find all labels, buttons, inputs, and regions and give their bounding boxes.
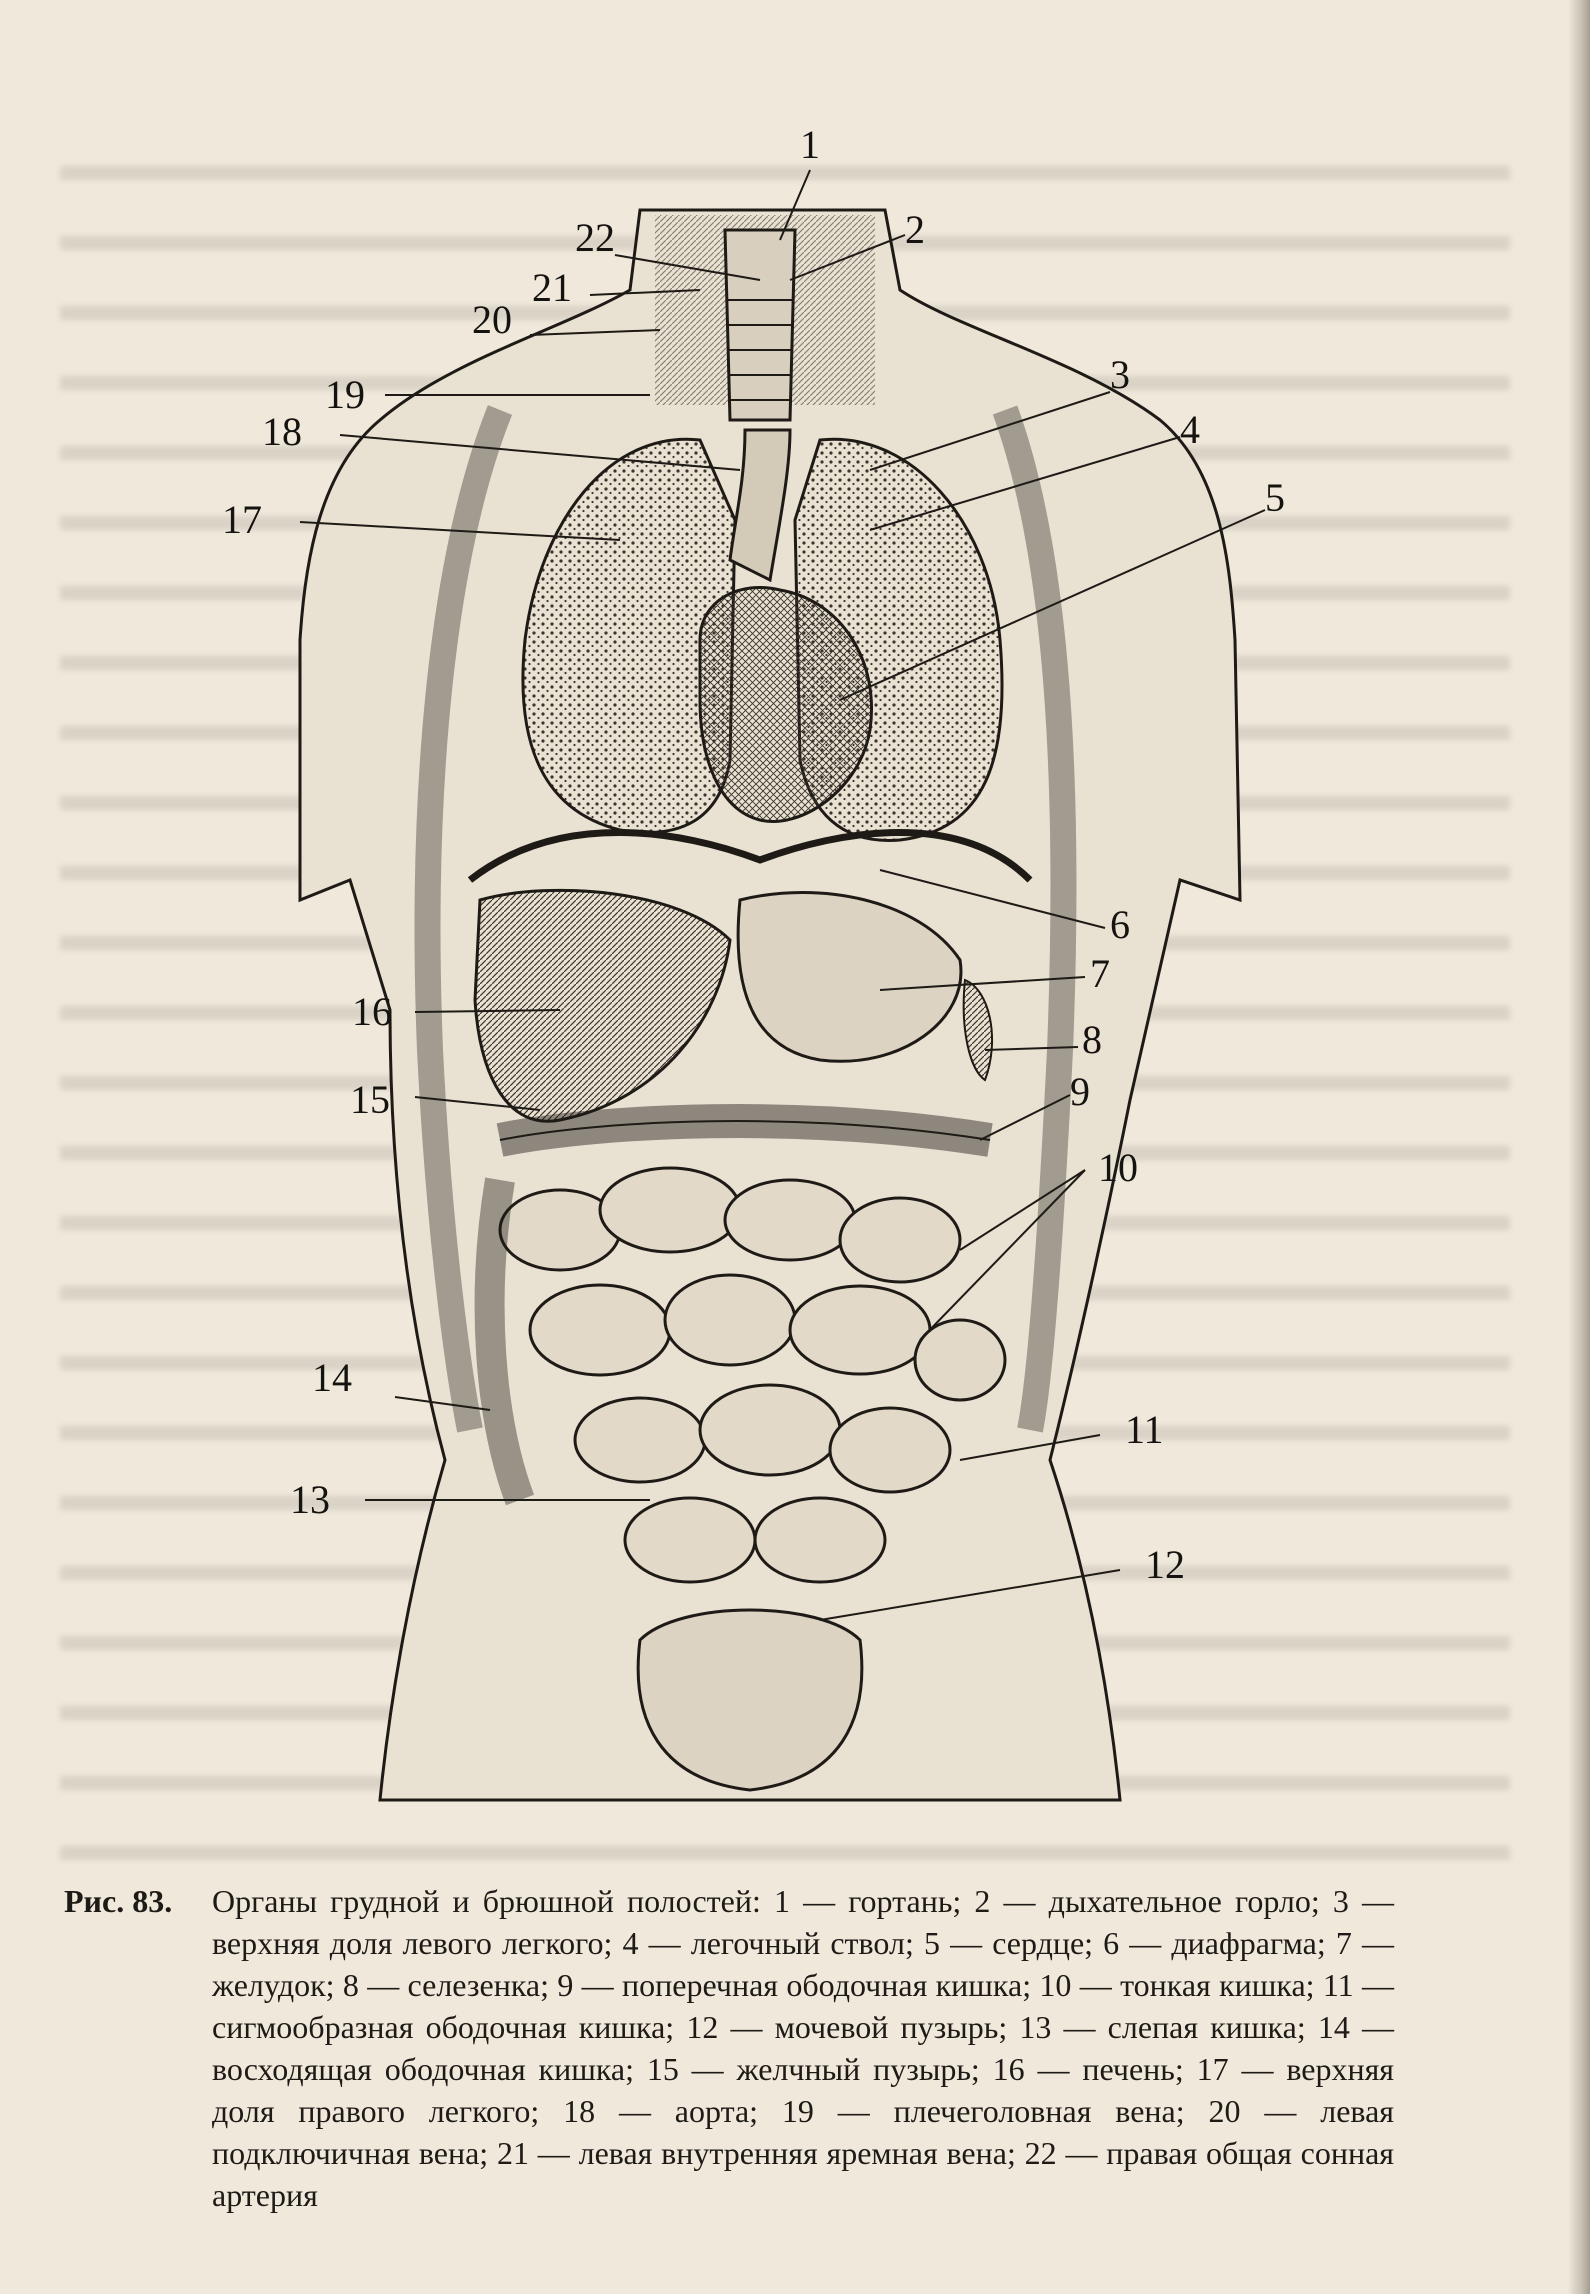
figure-caption-text: Органы грудной и брюшной полостей: 1 — гортань; 2 — дыхательное горло; 3 — верхняя доля левого легкого; 4 — легочный ствол; 5 — сердце; 6 — диафрагма; 7 — желудок; 8 — селезенка; 9 — поперечная ободочная кишка; 10 — тонкая кишка; 11 — сигмообразная ободочная кишка; 12 — мочевой пузырь; 13 — слепая кишка; 14 — восходящая ободочная кишка; 15 — желчный пузырь; 16 — печень; 17 — верхняя доля правого легкого; 18 — аорта; 19 — плечеголовная вена; 20 — левая подключичная вена; 21 — левая внутренняя яремная вена; 22 — правая общая сонная артерия: [212, 1883, 1394, 2213]
callout-20: 20: [472, 297, 512, 342]
callout-7: 7: [1090, 951, 1110, 996]
callout-8: 8: [1082, 1017, 1102, 1062]
callout-5: 5: [1265, 475, 1285, 520]
callout-9: 9: [1070, 1069, 1090, 1114]
callout-2: 2: [905, 207, 925, 252]
callout-11: 11: [1125, 1407, 1164, 1452]
callout-13: 13: [290, 1477, 330, 1522]
callout-10: 10: [1098, 1145, 1138, 1190]
callout-3: 3: [1110, 352, 1130, 397]
callout-6: 6: [1110, 902, 1130, 947]
callout-22: 22: [575, 215, 615, 260]
callout-21: 21: [532, 265, 572, 310]
callout-18: 18: [262, 409, 302, 454]
callout-19: 19: [325, 372, 365, 417]
callout-14: 14: [312, 1355, 352, 1400]
callout-17: 17: [222, 497, 262, 542]
callout-12: 12: [1145, 1542, 1185, 1587]
figure-label: Рис. 83.: [64, 1883, 173, 1919]
callout-15: 15: [350, 1077, 390, 1122]
callout-4: 4: [1180, 407, 1200, 452]
callout-16: 16: [352, 989, 392, 1034]
figure-caption: [64, 1880, 1394, 2216]
callout-1: 1: [800, 122, 820, 167]
